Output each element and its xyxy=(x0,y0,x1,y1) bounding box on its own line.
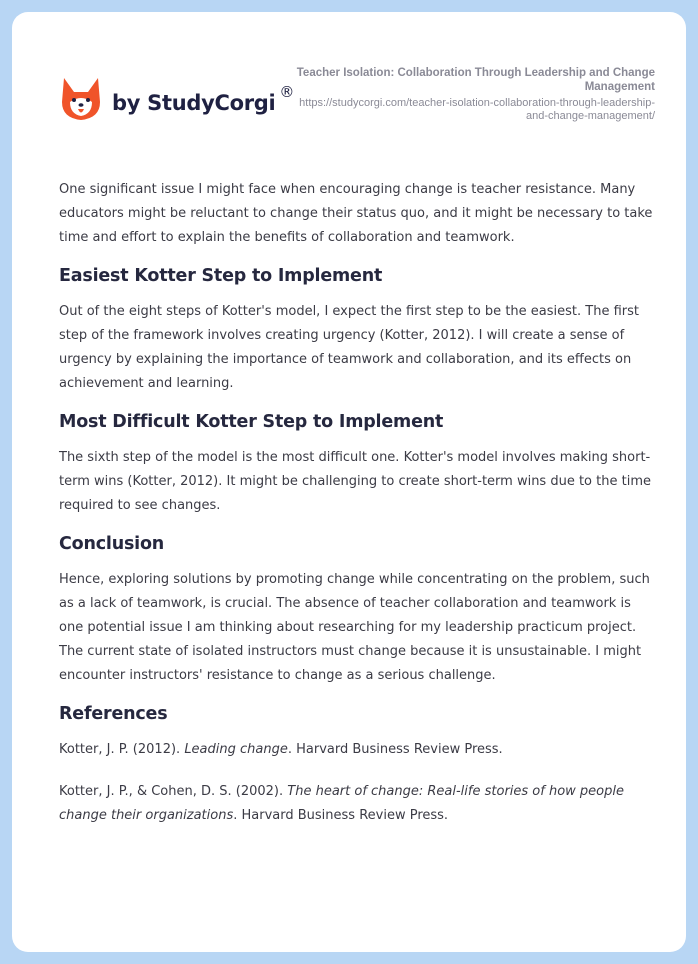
intro-paragraph: One significant issue I might face when encouraging change is teacher resistance. Many educators might be reluctant to change their status quo, and it might be necessary to take time and effort to explain the benefits of collaboration and teamwork. xyxy=(59,182,653,245)
reference-publisher: . Harvard Business Review Press. xyxy=(287,742,503,757)
section-body-easiest: Out of the eight steps of Kotter's model, I expect the first step to be the easiest. The first step of the framework involves creating urgency (Kotter, 2012). I will create a sense of urgency by explaining the importance of teamwork and collaboration, and its effects on achievement and learning. xyxy=(59,304,639,391)
logo-text: by StudyCorgi xyxy=(112,91,276,115)
reference-authors: Kotter, J. P. (2012). xyxy=(59,742,185,757)
document-meta xyxy=(295,66,655,123)
document-title: Teacher Isolation: Collaboration Through Leadership and Change Management xyxy=(296,67,655,93)
section-heading-easiest: Easiest Kotter Step to Implement xyxy=(59,266,383,286)
reference-title: Leading change xyxy=(184,742,288,757)
reference-item xyxy=(59,738,659,762)
references-heading: References xyxy=(59,704,168,724)
reference-title: The heart of change: Real-life stories of how people change their organizations xyxy=(59,784,624,823)
document-body xyxy=(59,178,659,846)
document-header xyxy=(12,12,686,152)
section-body-difficult: The sixth step of the model is the most difficult one. Kotter's model involves making short-term wins (Kotter, 2012). It might be challenging to create short-term wins due to the time required to see changes. xyxy=(59,450,651,513)
studycorgi-logo[interactable] xyxy=(60,76,294,122)
document-card xyxy=(12,12,686,952)
document-url[interactable]: https://studycorgi.com/teacher-isolation-collaboration-through-leadership-and-change-management/ xyxy=(299,97,655,122)
section-heading-difficult: Most Difficult Kotter Step to Implement xyxy=(59,412,444,432)
corgi-icon xyxy=(60,76,102,122)
reference-item xyxy=(59,780,659,828)
reference-publisher: . Harvard Business Review Press. xyxy=(233,808,449,823)
section-heading-conclusion: Conclusion xyxy=(59,534,165,554)
section-body-conclusion: Hence, exploring solutions by promoting change while concentrating on the problem, such as a lack of teamwork, is crucial. The absence of teacher collaboration and teamwork is one potential issue I am thinking about researching for my leadership practicum project. The current state of isolated instructors must change because it is unsustainable. I might encounter instructors' resistance to change as a serious challenge. xyxy=(59,572,650,683)
reference-authors: Kotter, J. P., & Cohen, D. S. (2002). xyxy=(59,784,288,799)
registered-mark: ® xyxy=(279,83,295,101)
